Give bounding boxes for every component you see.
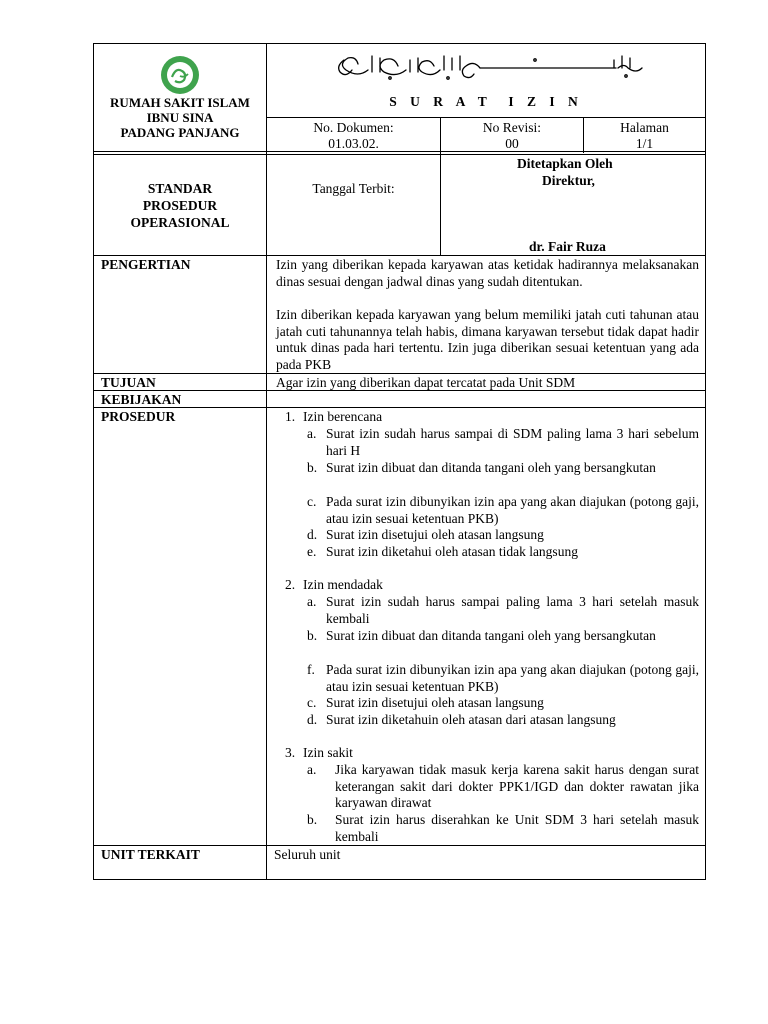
sop-label-line: OPERASIONAL	[130, 215, 230, 230]
procedure-step-marker: d.	[307, 712, 318, 727]
unit-terkait-text: Seluruh unit	[274, 847, 341, 862]
pengertian-label: PENGERTIAN	[101, 257, 191, 272]
procedure-step: Pada surat izin dibunyikan izin apa yang akan diajukan (potong gaji, atau izin sesuai ketentuan PKB)	[326, 494, 699, 526]
procedure-step-marker: a.	[307, 762, 317, 777]
hospital-name	[94, 95, 266, 140]
tujuan-label: TUJUAN	[101, 375, 156, 390]
pengertian-text: Izin yang diberikan kepada karyawan atas ketidak hadirannya melaksanakan dinas sesuai dengan jadwal dinas yang sudah ditentukan.	[276, 257, 699, 289]
tujuan-text: Agar izin yang diberikan dapat tercatat pada Unit SDM	[276, 375, 576, 390]
procedure-group-title: Izin sakit	[303, 745, 353, 760]
revision-value: 00	[505, 136, 519, 151]
procedure-step-marker: b.	[307, 460, 318, 475]
procedure-step-marker: c.	[307, 494, 317, 509]
procedure-step: Surat izin harus diserahkan ke Unit SDM 3 hari setelah masuk kembali	[335, 812, 699, 844]
sop-label-line: STANDAR	[147, 181, 213, 196]
document-number-label: No. Dokumen:	[313, 120, 394, 135]
hospital-logo	[160, 55, 200, 95]
procedure-step-marker: a.	[307, 426, 317, 441]
page-label: Halaman	[620, 120, 669, 135]
page-value: 1/1	[635, 136, 654, 151]
procedure-step-marker: b.	[307, 812, 318, 827]
procedure-step: Surat izin sudah harus sampai di SDM paling lama 3 hari sebelum hari H	[326, 426, 699, 458]
procedure-step-marker: a.	[307, 594, 317, 609]
signer-name: dr. Fair Ruza	[529, 239, 606, 254]
prosedur-label: PROSEDUR	[101, 409, 176, 424]
hospital-name-line: RUMAH SAKIT ISLAM	[110, 95, 250, 110]
procedure-step-marker: e.	[307, 544, 317, 559]
document-title: S U R A T I Z I N	[389, 94, 583, 109]
procedure-step: Jika karyawan tidak masuk kerja karena sakit harus dengan surat keterangan sakit dari dokter PPK1/IGD dan dokter rawatan jika karyawan dirawat	[335, 762, 699, 810]
procedure-group-number: 3.	[285, 745, 296, 760]
pengertian-text: Izin diberikan kepada karyawan yang belum memiliki jatah cuti tahunan atau jatah cuti tahunannya telah habis, dimana karyawan tersebut tidak dapat hadir untuk dinas pada hari tertentu. Izin juga diberikan sesuai ketentuan yang ada pada PKB	[276, 307, 699, 372]
sop-label	[94, 180, 266, 231]
issue-date-label: Tanggal Terbit:	[312, 181, 395, 196]
kebijakan-label: KEBIJAKAN	[101, 392, 182, 407]
procedure-step: Surat izin disetujui oleh atasan langsung	[326, 527, 544, 542]
procedure-group-title: Izin berencana	[303, 409, 383, 424]
procedure-step: Surat izin diketahui oleh atasan tidak langsung	[326, 544, 578, 559]
procedure-step: Surat izin sudah harus sampai paling lama 3 hari setelah masuk kembali	[326, 594, 699, 626]
hospital-name-line: IBNU SINA	[146, 110, 214, 125]
procedure-step: Surat izin dibuat dan ditanda tangani oleh yang bersangkutan	[326, 460, 656, 475]
bismillah-calligraphy	[330, 50, 648, 82]
procedure-group-number: 2.	[285, 577, 296, 592]
document-number-value: 01.03.02.	[328, 136, 379, 151]
revision-label: No Revisi:	[482, 120, 542, 135]
procedure-group-title: Izin mendadak	[303, 577, 383, 592]
procedure-step-marker: b.	[307, 628, 318, 643]
procedure-step: Surat izin dibuat dan ditanda tangani oleh yang bersangkutan	[326, 628, 656, 643]
sop-label-line: PROSEDUR	[142, 198, 218, 213]
procedure-step: Surat izin disetujui oleh atasan langsung	[326, 695, 544, 710]
procedure-step-marker: f.	[307, 662, 315, 677]
procedure-step-marker: c.	[307, 695, 317, 710]
hospital-name-line: PADANG PANJANG	[120, 125, 240, 140]
procedure-group-number: 1.	[285, 409, 296, 424]
set-by-label: Ditetapkan Oleh	[517, 156, 613, 171]
unit-terkait-label: UNIT TERKAIT	[101, 847, 200, 862]
position-label: Direktur,	[542, 173, 595, 188]
procedure-step-marker: d.	[307, 527, 318, 542]
procedure-step: Surat izin diketahuin oleh atasan dari atasan langsung	[326, 712, 616, 727]
procedure-step: Pada surat izin dibunyikan izin apa yang akan diajukan (potong gaji, atau izin sesuai ketentuan PKB)	[326, 662, 699, 694]
